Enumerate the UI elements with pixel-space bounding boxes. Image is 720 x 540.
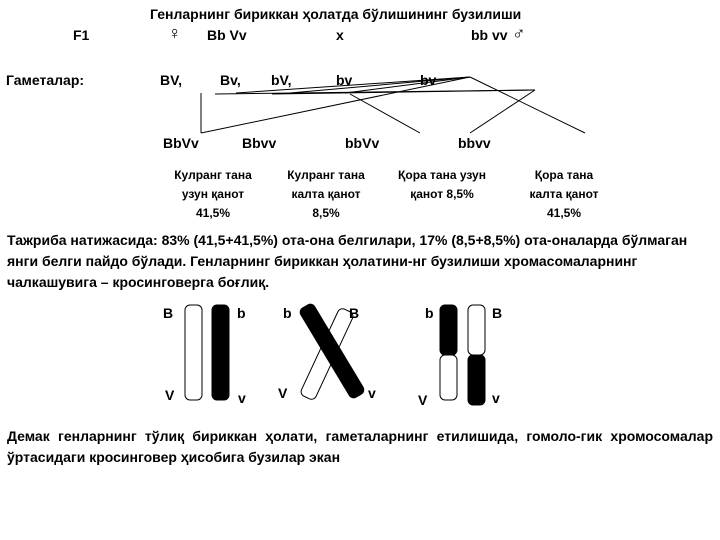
gamete-2: Bv, xyxy=(220,72,241,88)
allele-label: v xyxy=(238,390,246,406)
allele-label: B xyxy=(349,305,360,321)
gametes-label: Гаметалар: xyxy=(6,72,85,88)
phenotype-4-line: Қора тана xyxy=(534,168,594,182)
chromosome-light-segment xyxy=(468,305,485,355)
chromosome-dark-segment xyxy=(468,355,485,405)
allele-label: b xyxy=(425,305,434,321)
allele-label: V xyxy=(418,392,428,408)
phenotype-1-percent: 41,5% xyxy=(195,206,231,220)
female-genotype: Bb Vv xyxy=(207,27,247,43)
male-symbol-icon: ♂ xyxy=(512,23,526,43)
conclusion-text: Демак генларнинг тўлиқ бириккан ҳолати, гаметаларнинг етилишида, гомоло-гик хромосомалар ўртасидаги кросинговер ҳисобига бузилар экан xyxy=(7,428,713,465)
gamete-4: bv xyxy=(336,72,353,88)
gamete-5: bv xyxy=(420,72,437,88)
male-genotype: bb vv xyxy=(471,27,508,43)
phenotype-4-percent: 41,5% xyxy=(546,206,582,220)
phenotype-2-line: калта қанот xyxy=(291,187,361,201)
allele-label: v xyxy=(492,390,500,406)
female-symbol-icon: ♀ xyxy=(168,23,182,43)
offspring-genotype-2: Bbvv xyxy=(242,135,277,151)
chromosome-light xyxy=(185,305,202,400)
allele-label: B xyxy=(492,305,503,321)
chromosome-pair-2 xyxy=(278,302,376,401)
chromosome-light-segment xyxy=(440,355,457,400)
gamete-3: bV, xyxy=(271,72,292,88)
phenotype-2-percent: 8,5% xyxy=(312,206,340,220)
offspring-genotype-1: BbVv xyxy=(163,135,199,151)
gamete-1: BV, xyxy=(160,72,183,88)
generation-label: F1 xyxy=(73,27,90,43)
phenotype-3-line: қанот 8,5% xyxy=(410,187,474,201)
phenotype-4-line: калта қанот xyxy=(529,187,599,201)
allele-label: B xyxy=(163,305,174,321)
page-title: Генларнинг бириккан ҳолатда бўлишининг бузилиши xyxy=(150,6,522,22)
chromosome-pair-3 xyxy=(418,305,502,408)
experiment-text: Тажриба натижасида: 83% (41,5+41,5%) ота-она белгилари, 17% (8,5+8,5%) ота-оналарда бўлмаган янги белги пайдо бўлади. Генларнинг бириккан ҳолатини-нг бузилиши хромасомаларнинг чалкашувига – кросинговерга боғлиқ. xyxy=(7,232,688,290)
chromosome-pair-1 xyxy=(163,305,246,406)
phenotype-1-line: Кулранг тана xyxy=(174,168,252,182)
allele-label: v xyxy=(368,385,376,401)
allele-label: b xyxy=(237,305,246,321)
phenotype-1-line: узун қанот xyxy=(181,187,245,201)
phenotype-3-line: Қора тана узун xyxy=(398,168,486,182)
phenotype-2-line: Кулранг тана xyxy=(287,168,365,182)
allele-label: V xyxy=(165,387,175,403)
allele-label: b xyxy=(283,305,292,321)
offspring-genotype-4: bbvv xyxy=(458,135,491,151)
offspring-genotype-3: bbVv xyxy=(345,135,380,151)
cross-sign: x xyxy=(336,27,344,43)
allele-label: V xyxy=(278,385,288,401)
chromosome-dark xyxy=(212,305,229,400)
chromosome-dark-segment xyxy=(440,305,457,355)
